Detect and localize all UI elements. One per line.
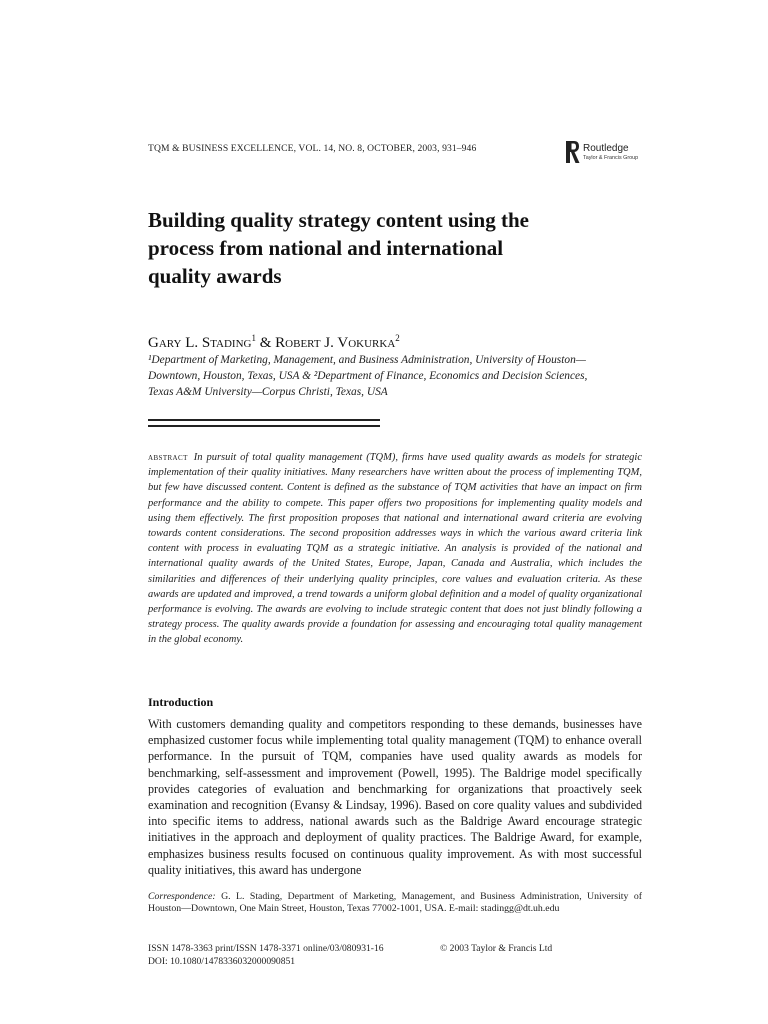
copyright-line: © 2003 Taylor & Francis Ltd bbox=[440, 943, 553, 954]
publisher-subtitle: Taylor & Francis Group bbox=[583, 155, 639, 161]
author-name: Robert J. Vokurka bbox=[275, 335, 396, 351]
correspondence-label: Correspondence: bbox=[148, 891, 216, 902]
running-head: TQM & BUSINESS EXCELLENCE, VOL. 14, NO. 8, OCTOBER, 2003, 931–946 bbox=[148, 143, 477, 154]
routledge-logo-icon bbox=[566, 141, 580, 163]
publisher-name: Routledge bbox=[583, 143, 629, 154]
affiliation-line: Downtown, Houston, Texas, USA & ²Department of Finance, Economics and Decision Sciences, bbox=[148, 370, 588, 382]
abstract bbox=[148, 450, 642, 648]
issn-line: ISSN 1478-3363 print/ISSN 1478-3371 online/03/080931-16 bbox=[148, 943, 384, 954]
introduction-text: With customers demanding quality and competitors responding to these demands, businesses have emphasized customer focus while implementing total quality management (TQM) to enhance overall performance. In the pursuit of TQM, companies have used quality awards as models for benchmarking, self-assessment and improvement (Powell, 1995). The Baldrige model specifically provides categories of evaluation and benchmarking for organizations that proactively seek examination and recognition (Evansy & Lindsay, 1996). Based on core quality values and subdivided into specific items to address, national awards such as the Baldrige Award encourage strategic initiatives in the approach and deployment of quality practices. The Baldrige Award, for example, emphasizes business results focused on continuous quality improvement. As with most successful quality initiatives, this award has undergone bbox=[148, 717, 642, 877]
author-connector: & bbox=[255, 335, 276, 351]
title-line: process from national and international bbox=[148, 236, 504, 260]
affiliation-marker: 1 bbox=[251, 333, 256, 343]
correspondence-note bbox=[148, 891, 642, 914]
correspondence-text: G. L. Stading, Department of Marketing, Management, and Business Administration, University of Houston—Downtown, One Main Street, Houston, Texas 77002-1001, USA. E-mail: stadingg@dt.uh.edu bbox=[148, 891, 642, 914]
doi-line: DOI: 10.1080/1478336032000090851 bbox=[148, 956, 296, 967]
affiliation-line: ¹Department of Marketing, Management, and Business Administration, University of Houston— bbox=[148, 354, 586, 366]
abstract-label: abstract bbox=[148, 452, 188, 463]
affiliation-line: Texas A&M University—Corpus Christi, Texas, USA bbox=[148, 386, 388, 398]
divider-rule bbox=[148, 425, 380, 427]
section-heading: Introduction bbox=[148, 695, 214, 709]
affiliations bbox=[148, 352, 644, 400]
affiliation-marker: 2 bbox=[395, 333, 400, 343]
publisher-logo bbox=[566, 141, 656, 167]
divider-rule bbox=[148, 419, 380, 421]
abstract-text: In pursuit of total quality management (TQM), firms have used quality awards as models for strategic implementation of their quality initiatives. Many researchers have written about the process of implementing TQM, but few have discussed content. Content is defined as the substance of TQM activities that have an impact on firm performance and the ability to compete. This paper offers two propositions for implementing quality models and using them effectively. The first proposition proposes that national and international award criteria are evolving towards content considerations. The second proposition addresses ways in which the various award criteria link content with process in evaluating TQM as a strategic initiative. An analysis is provided of the national and international quality awards of the United States, Europe, Japan, Canada and Australia, which includes the similarities and differences of their underlying quality principles, core values and evaluation criteria. As these awards are updated and improved, a trend towards a uniform global definition and a model of quality organizational performance is evolving. The awards are evolving to include strategic content that does not just blindly following a strategy process. The quality awards provide a foundation for assessing and encouraging total quality management in the global economy. bbox=[148, 452, 642, 646]
author-name: Gary L. Stading bbox=[148, 335, 252, 351]
title-line: quality awards bbox=[148, 264, 282, 288]
article-title bbox=[148, 206, 628, 290]
author-list bbox=[148, 333, 400, 352]
title-line: Building quality strategy content using the bbox=[148, 208, 529, 232]
